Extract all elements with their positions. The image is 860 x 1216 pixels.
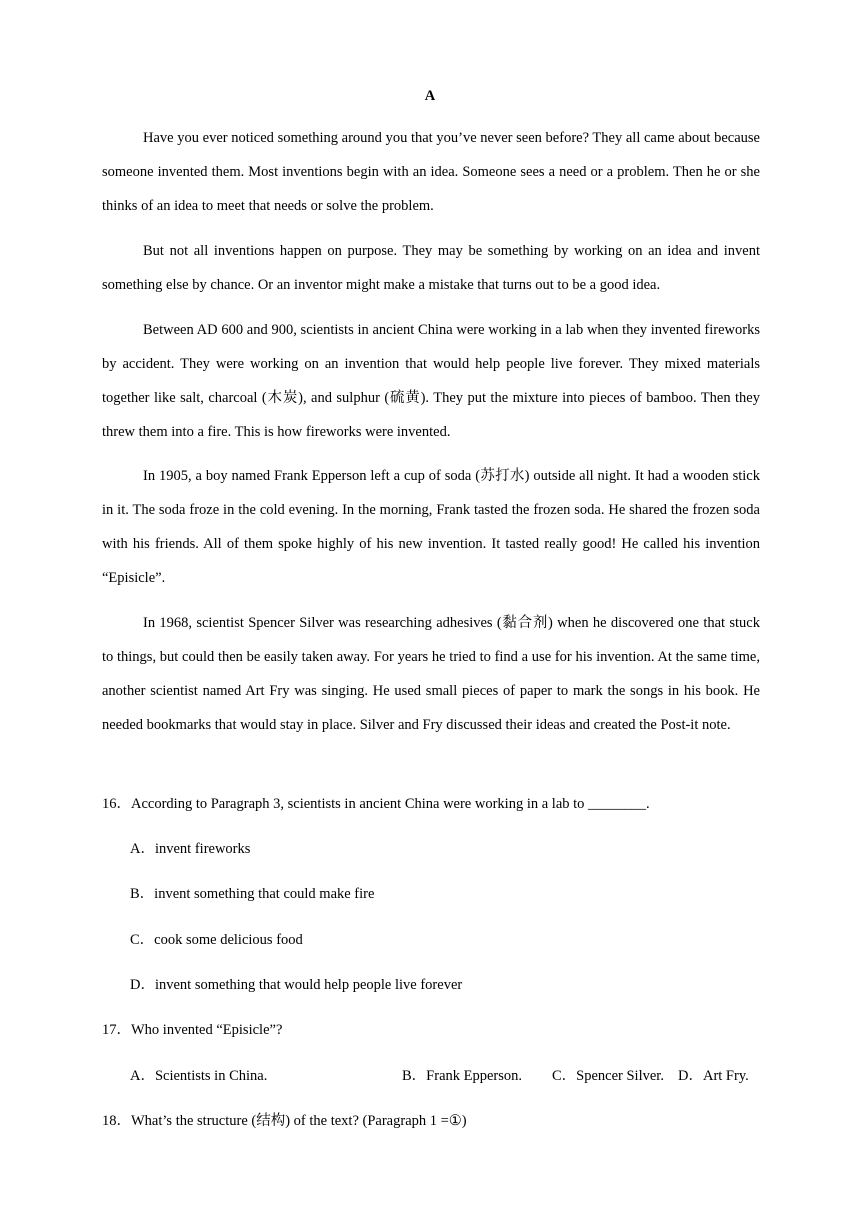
question-16-option-d: D．invent something that would help people live forever xyxy=(130,977,463,993)
question-17-option-d: D．Art Fry. xyxy=(678,1068,749,1084)
paragraph-5: In 1968, scientist Spencer Silver was researching adhesives (黏合剂) when he discovered one that stuck to things, but could then be easily taken away. For years he tried to find a use for his invention. At the same time, another scientist named Art Fry was singing. He used small pieces of paper to mark the songs in his book. He needed bookmarks that would stay in place. Silver and Fry discussed their ideas and created the Post-it note. xyxy=(102,615,760,733)
question-17-option-c: C．Spencer Silver. xyxy=(552,1068,664,1084)
question-16-stem: 16．According to Paragraph 3, scientists in ancient China were working in a lab to ________. xyxy=(102,796,650,812)
question-17-option-b: B．Frank Epperson. xyxy=(402,1068,523,1084)
paragraph-1: Have you ever noticed something around you that you’ve never seen before? They all came about because someone invented them. Most inventions begin with an idea. Someone sees a need or a problem. Then he or she thinks of an idea to meet that needs or solve the problem. xyxy=(102,130,760,214)
question-17-stem: 17．Who invented “Episicle”? xyxy=(102,1022,283,1038)
question-16-option-b: B．invent something that could make fire xyxy=(130,886,375,902)
paragraph-2: But not all inventions happen on purpose. They may be something by working on an idea and invent something else by chance. Or an inventor might make a mistake that turns out to be a good idea. xyxy=(102,243,760,293)
question-16-option-c: C．cook some delicious food xyxy=(130,932,303,948)
paragraph-3: Between AD 600 and 900, scientists in ancient China were working in a lab when they invented fireworks by accident. They were working on an invention that would help people live forever. They mixed materials together like salt, charcoal (木炭), and sulphur (硫黄). They put the mixture into pieces of bamboo. Then they threw them into a fire. This is how fireworks were invented. xyxy=(102,322,760,440)
question-16-option-a: A．invent fireworks xyxy=(130,841,251,857)
section-title: A xyxy=(424,88,436,104)
question-17-option-a: A．Scientists in China. xyxy=(130,1068,268,1084)
question-18-stem: 18．What’s the structure (结构) of the text? (Paragraph 1 =①) xyxy=(102,1113,467,1129)
paragraph-4: In 1905, a boy named Frank Epperson left a cup of soda (苏打水) outside all night. It had a wooden stick in it. The soda froze in the cold evening. In the morning, Frank tasted the frozen soda. He shared the frozen soda with his friends. All of them spoke highly of his new invention. It tasted really good! He called his invention “Episicle”. xyxy=(102,468,760,586)
